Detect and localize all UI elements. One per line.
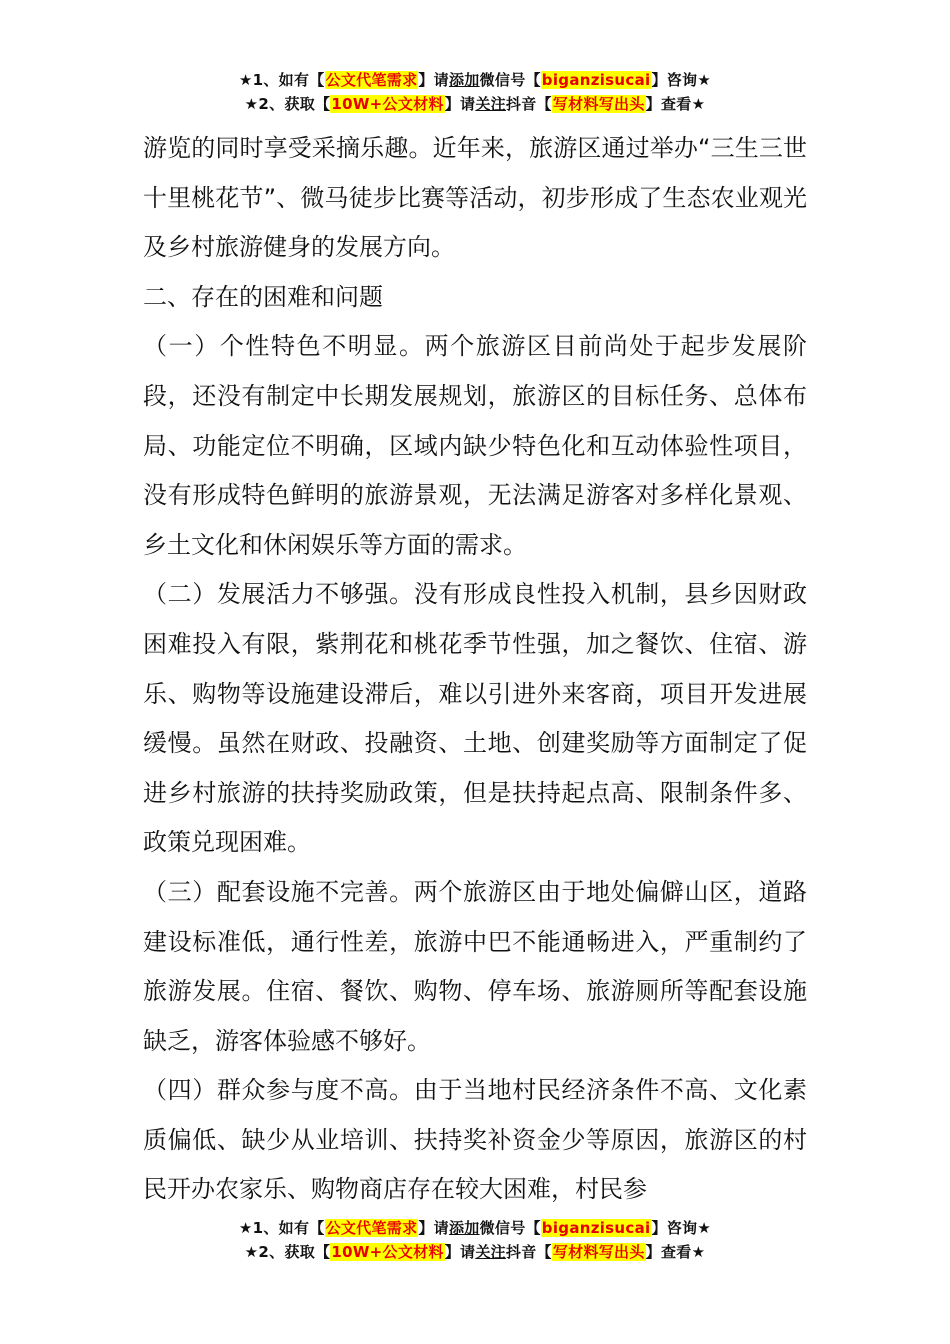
- banner-text: 抖音【: [505, 95, 552, 113]
- section-heading: 二、存在的困难和问题: [143, 282, 383, 311]
- banner-text: 抖音【: [505, 1243, 552, 1261]
- banner-underline: 关注: [475, 1243, 506, 1261]
- banner-highlight: 写材料写出头: [552, 95, 645, 113]
- banner-text: 】查看★: [645, 95, 706, 113]
- banner-highlight: 公文代笔需求: [325, 1219, 418, 1237]
- banner-highlight: biganzisucai: [541, 71, 651, 89]
- banner-line-2: [0, 1240, 950, 1264]
- paragraph-issue-4: （四）群众参与度不高。由于当地村民经济条件不高、文化素质偏低、缺少从业培训、扶持奖补资金少等原因，旅游区的村民开办农家乐、购物商店存在较大困难，村民参: [143, 1076, 807, 1204]
- banner-text: 】咨询★: [651, 71, 712, 89]
- banner-text: 】咨询★: [651, 1219, 712, 1237]
- banner-highlight: 写材料写出头: [552, 1243, 645, 1261]
- banner-text: 微信号【: [479, 1219, 541, 1237]
- header-banner: [0, 68, 950, 116]
- document-body: [143, 124, 807, 1215]
- banner-text: 】请: [418, 1219, 449, 1237]
- banner-text: ★2、获取【: [244, 95, 331, 113]
- banner-highlight: 公文代笔需求: [325, 71, 418, 89]
- banner-line-2: [0, 92, 950, 116]
- paragraph-issue-3: （三）配套设施不完善。两个旅游区由于地处偏僻山区，道路建设标准低，通行性差，旅游中巴不能通畅进入，严重制约了旅游发展。住宿、餐饮、购物、停车场、旅游厕所等配套设施缺乏，游客体验感不够好。: [143, 877, 807, 1055]
- banner-text: ★1、如有【: [238, 1219, 325, 1237]
- banner-underline: 添加: [448, 71, 480, 89]
- banner-text: 】请: [418, 71, 449, 89]
- banner-text: 】请: [444, 1243, 476, 1261]
- banner-highlight: 10W+公文材料: [331, 1243, 444, 1261]
- banner-text: 微信号【: [479, 71, 541, 89]
- banner-underline: 关注: [475, 95, 506, 113]
- paragraph-issue-2: （二）发展活力不够强。没有形成良性投入机制，县乡因财政困难投入有限，紫荆花和桃花季节性强，加之餐饮、住宿、游乐、购物等设施建设滞后，难以引进外来客商，项目开发进展缓慢。虽然在财政、投融资、土地、创建奖励等方面制定了促进乡村旅游的扶持奖励政策，但是扶持起点高、限制条件多、政策兑现困难。: [143, 580, 807, 857]
- banner-line-1: [0, 68, 950, 92]
- banner-text: ★1、如有【: [238, 71, 325, 89]
- banner-line-1: [0, 1216, 950, 1240]
- banner-underline: 添加: [448, 1219, 480, 1237]
- banner-text: 】请: [444, 95, 476, 113]
- paragraph-intro: 游览的同时享受采摘乐趣。近年来，旅游区通过举办“三生三世十里桃花节”、微马徒步比赛等活动，初步形成了生态农业观光及乡村旅游健身的发展方向。: [143, 134, 807, 262]
- banner-highlight: biganzisucai: [541, 1219, 651, 1237]
- paragraph-issue-1: （一）个性特色不明显。两个旅游区目前尚处于起步发展阶段，还没有制定中长期发展规划，旅游区的目标任务、总体布局、功能定位不明确，区域内缺少特色化和互动体验性项目，没有形成特色鲜明的旅游景观，无法满足游客对多样化景观、乡土文化和休闲娱乐等方面的需求。: [143, 332, 807, 559]
- footer-banner: [0, 1216, 950, 1264]
- banner-text: 】查看★: [645, 1243, 706, 1261]
- banner-highlight: 10W+公文材料: [331, 95, 444, 113]
- banner-text: ★2、获取【: [244, 1243, 331, 1261]
